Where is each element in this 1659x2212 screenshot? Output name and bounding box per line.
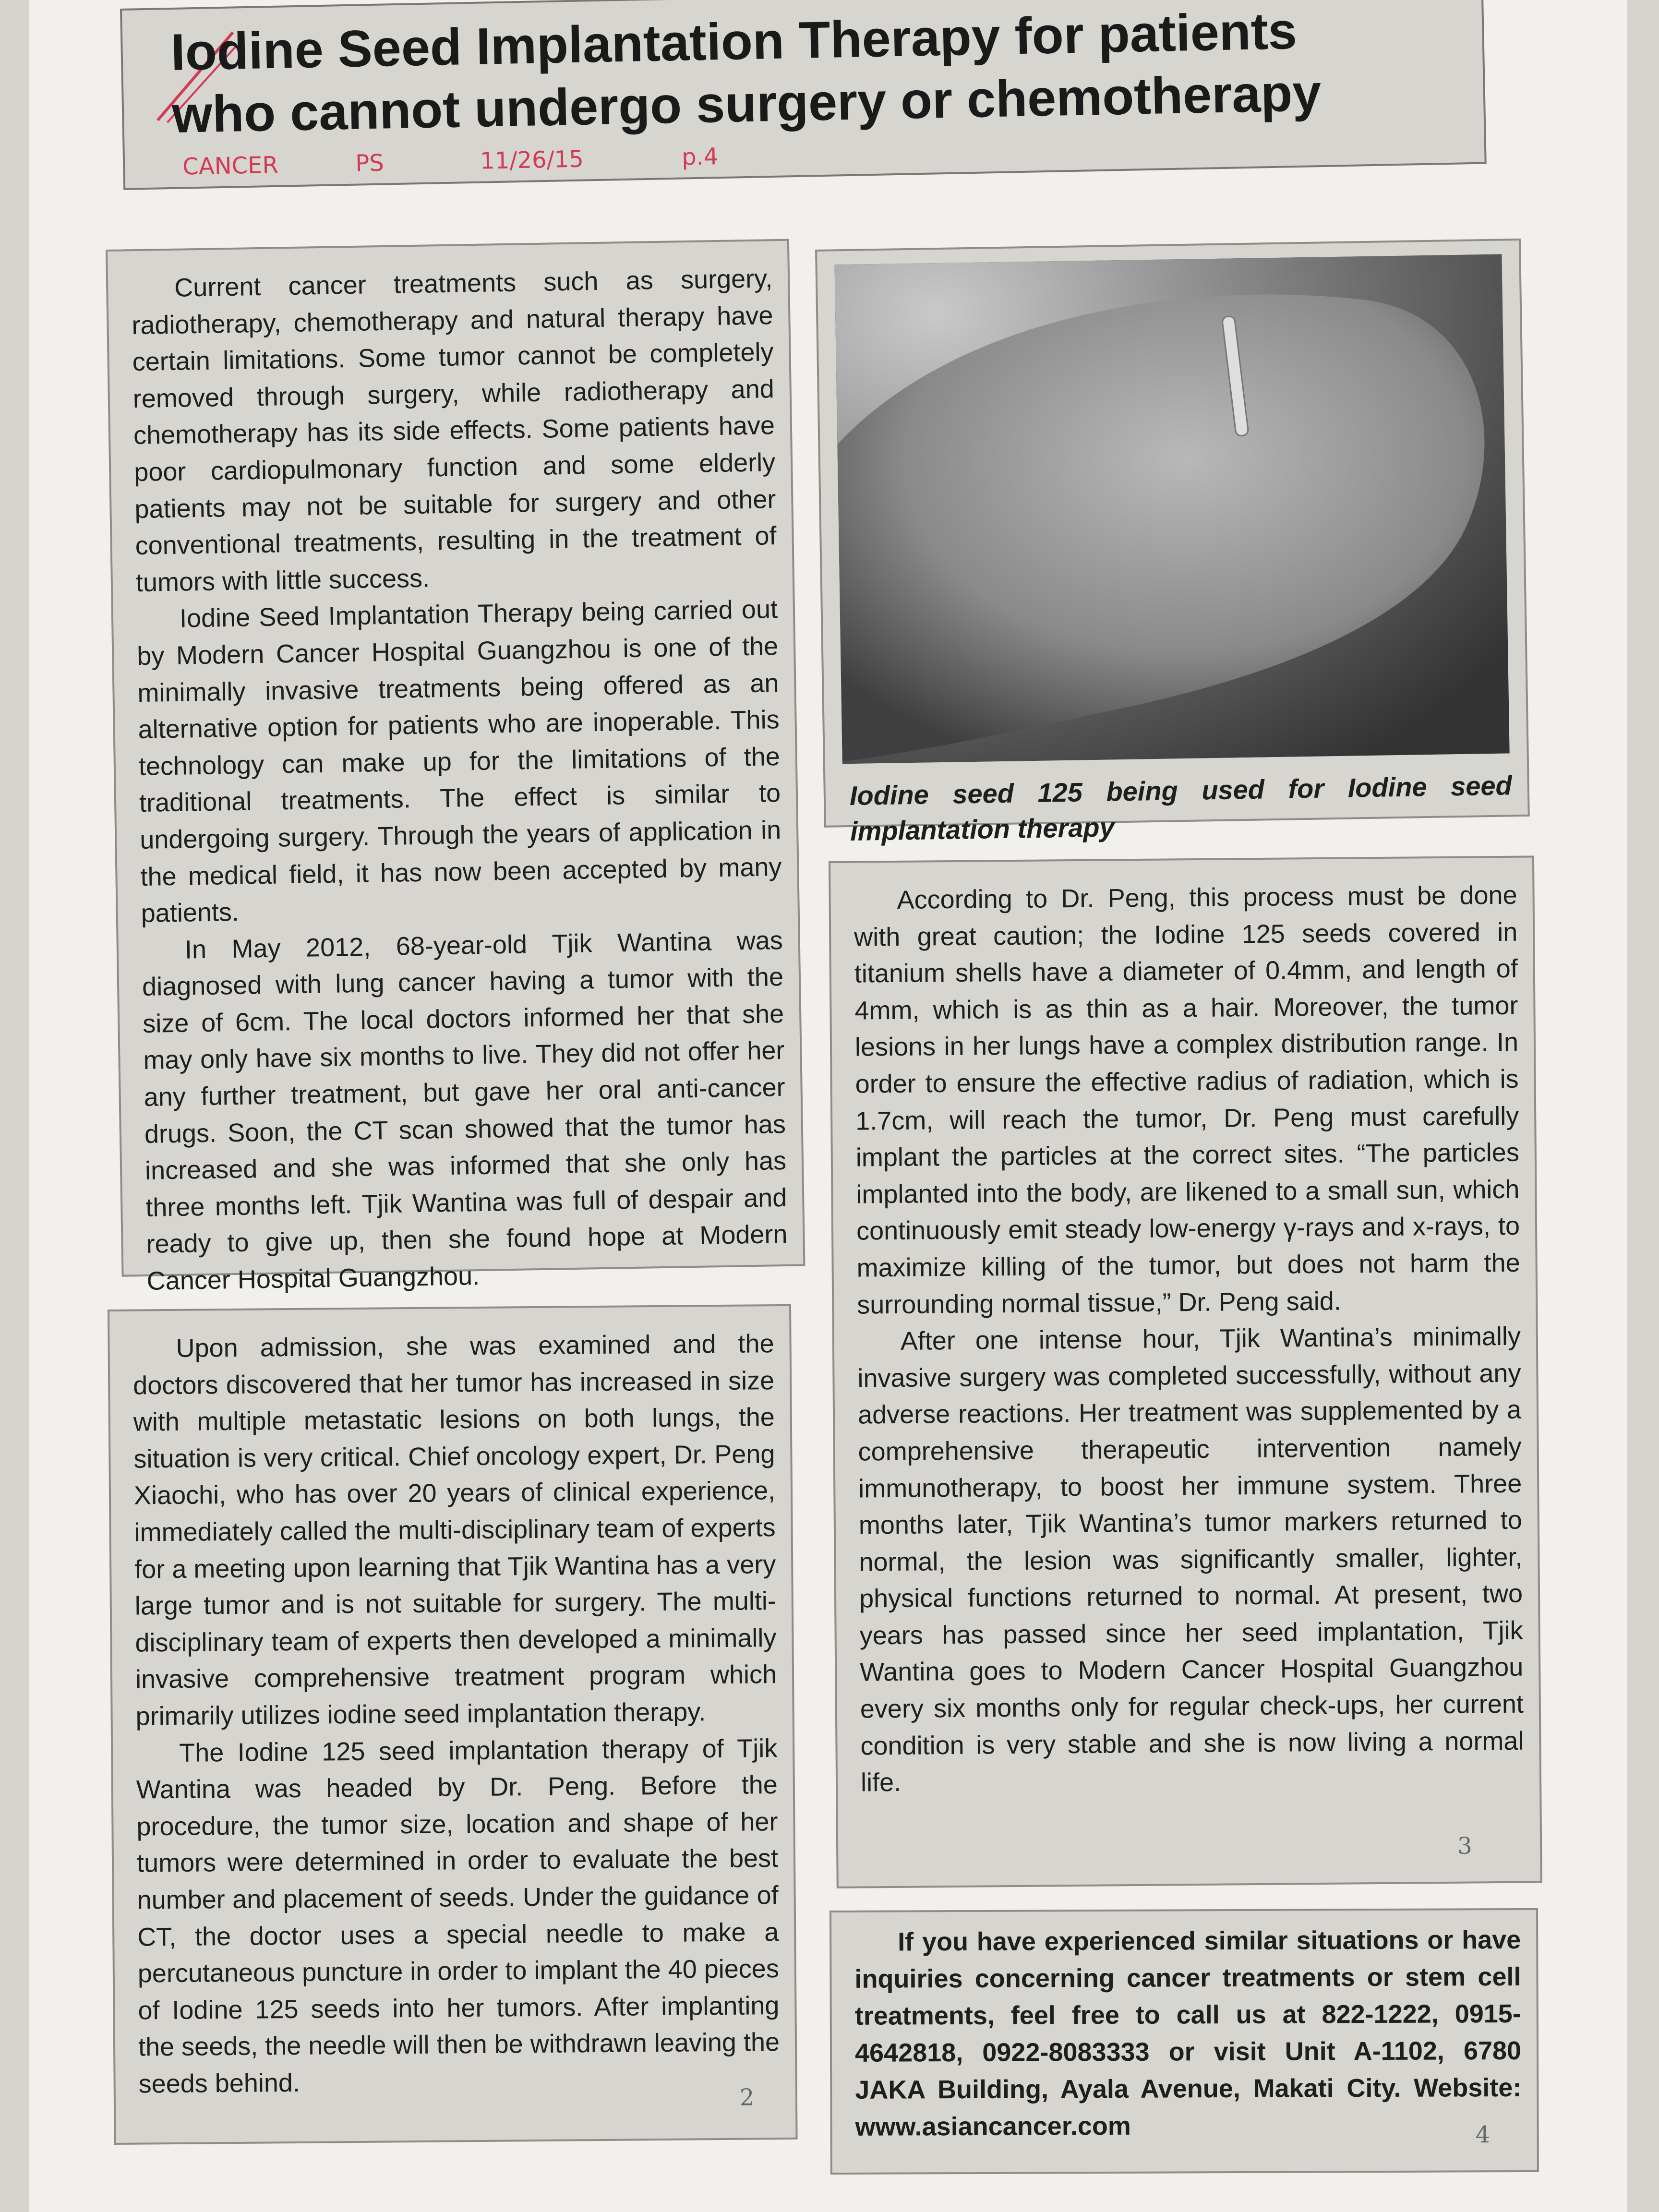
annotation-page: p.4 (681, 143, 719, 171)
contact-box (830, 1908, 1539, 2175)
headline-box (120, 0, 1487, 190)
annotation-tag: CANCER (182, 151, 279, 180)
page-mark: 4 (1475, 2121, 1491, 2149)
annotation-initials: PS (355, 149, 385, 177)
headline-line-1: Iodine Seed Implantation Therapy for patients (170, 1, 1298, 81)
page-mark: 3 (1457, 1832, 1472, 1860)
contact-text (854, 1922, 1522, 2149)
photo-caption: Iodine seed 125 being used for Iodine seed implantation therapy (849, 770, 1513, 846)
paragraph: According to Dr. Peng, this process must be done with great caution; the Iodine 125 seeds covered in titanium shells have a diameter of 0.4mm, and length of 4mm, which is as thin as a hair. Moreover, the tumor lesions in her lungs have a complex distribution range. In order to ensure the effective radius of radiation, which is 1.7cm, will reach the tumor, Dr. Peng must carefully implant the particles at the correct sites. “The particles implanted into the body, are likened to a small sun, which continuously emit steady low-energy γ-rays and x-rays, to maximize killing of the tumor, but does not harm the surrounding normal tissue,” Dr. Peng said. (854, 880, 1520, 1320)
column-text (854, 877, 1524, 1802)
paragraph: In May 2012, 68-year-old Tjik Wantina was diagnosed with lung cancer having a tumor with the size of 6cm. The local doctors informed her that she may only have six months to live. They did not offer her any further treatment, but gave her oral anti-cancer drugs. Soon, the CT scan showed that the tumor has increased and she was informed that she only has three months left. Tjik Wantina was full of despair and ready to give up, then she found hope at Modern Cancer Hospital Guangzhou. (142, 926, 788, 1296)
paragraph: Iodine Seed Implantation Therapy being carried out by Modern Cancer Hospital Guangzhou is one of the minimally invasive treatments being offered as an alternative option for patients who are inoperable. This technology can make up for the limitations of the traditional treatments. The effect is similar to undergoing surgery. Through the years of application in the medical field, it has now been accepted by many patients. (136, 595, 782, 928)
fingertip-seed-image-icon (834, 254, 1509, 764)
handwritten-annotation (182, 141, 855, 187)
article-column-left-top (106, 239, 805, 1296)
column-text (131, 260, 789, 1299)
paragraph: Current cancer treatments such as surgery, radiotherapy, chemotherapy and natural therapy have certain limitations. Some tumor cannot be completely removed through surgery, while radiotherapy and chemotherapy has its side effects. Some patients have poor cardiopulmonary function and some elderly patients may not be suitable for surgery and other conventional treatments, resulting in the treatment of tumors with little success. (132, 264, 777, 597)
annotation-date: 11/26/15 (480, 145, 584, 175)
contact-paragraph: If you have experienced similar situations or have inquiries concerning cancer treatments or stem cell treatments, feel free to call us at 822-1222, 0915-4642818, 0922-8083333 or visit Unit A-1102, 6780 JAKA Building, Ayala Avenue, Makati City. Website: www.asiancancer.com (854, 1925, 1522, 2141)
iodine-seed-photo (834, 254, 1509, 764)
article-column-left-bottom (108, 1304, 798, 2145)
paragraph: After one intense hour, Tjik Wantina’s minimally invasive surgery was completed successfully, without any adverse reactions. Her treatment was supplemented by a comprehensive therapeutic intervention namely immunotherapy, to boost her immune system. Three months later, Tjik Wantina’s tumor markers returned to normal, the lesion was significantly smaller, lighter, physical functions returned to normal. At present, two years has passed since her seed implantation, Tjik Wantina goes to Modern Cancer Hospital Guangzhou every six months only for regular check-ups, her current condition is very stable and she is now living a normal life. (857, 1322, 1524, 1797)
photo-box (815, 239, 1530, 846)
headline-line-2: who cannot undergo surgery or chemotherapy (171, 63, 1322, 144)
headline (170, 0, 1468, 146)
paragraph: Upon admission, she was examined and the doctors discovered that her tumor has increased in size with multiple metastatic lesions on both lungs, the situation is very critical. Chief oncology expert, Dr. Peng Xiaochi, who has over 20 years of clinical experience, immediately called the multi-disciplinary team of experts for a meeting upon learning that Tjik Wantina has a very large tumor and is not suitable for surgery. The multi-disciplinary team of experts then developed a minimally invasive comprehensive treatment program which primarily utilizes iodine seed implantation therapy. (133, 1329, 777, 1731)
page-mark: 2 (739, 2084, 755, 2111)
article-column-right (829, 855, 1542, 1888)
column-text (132, 1325, 780, 2103)
paragraph: The Iodine 125 seed implantation therapy of Tjik Wantina was headed by Dr. Peng. Before the procedure, the tumor size, location and shape of her tumors were determined in order to evaluate the best number and placement of seeds. Under the guidance of CT, the doctor uses a special needle to make a percutaneous puncture in order to implant the 40 pieces of Iodine 125 seeds into her tumors. After implanting the seeds, the needle will then be withdrawn leaving the seeds behind. (136, 1733, 780, 2099)
